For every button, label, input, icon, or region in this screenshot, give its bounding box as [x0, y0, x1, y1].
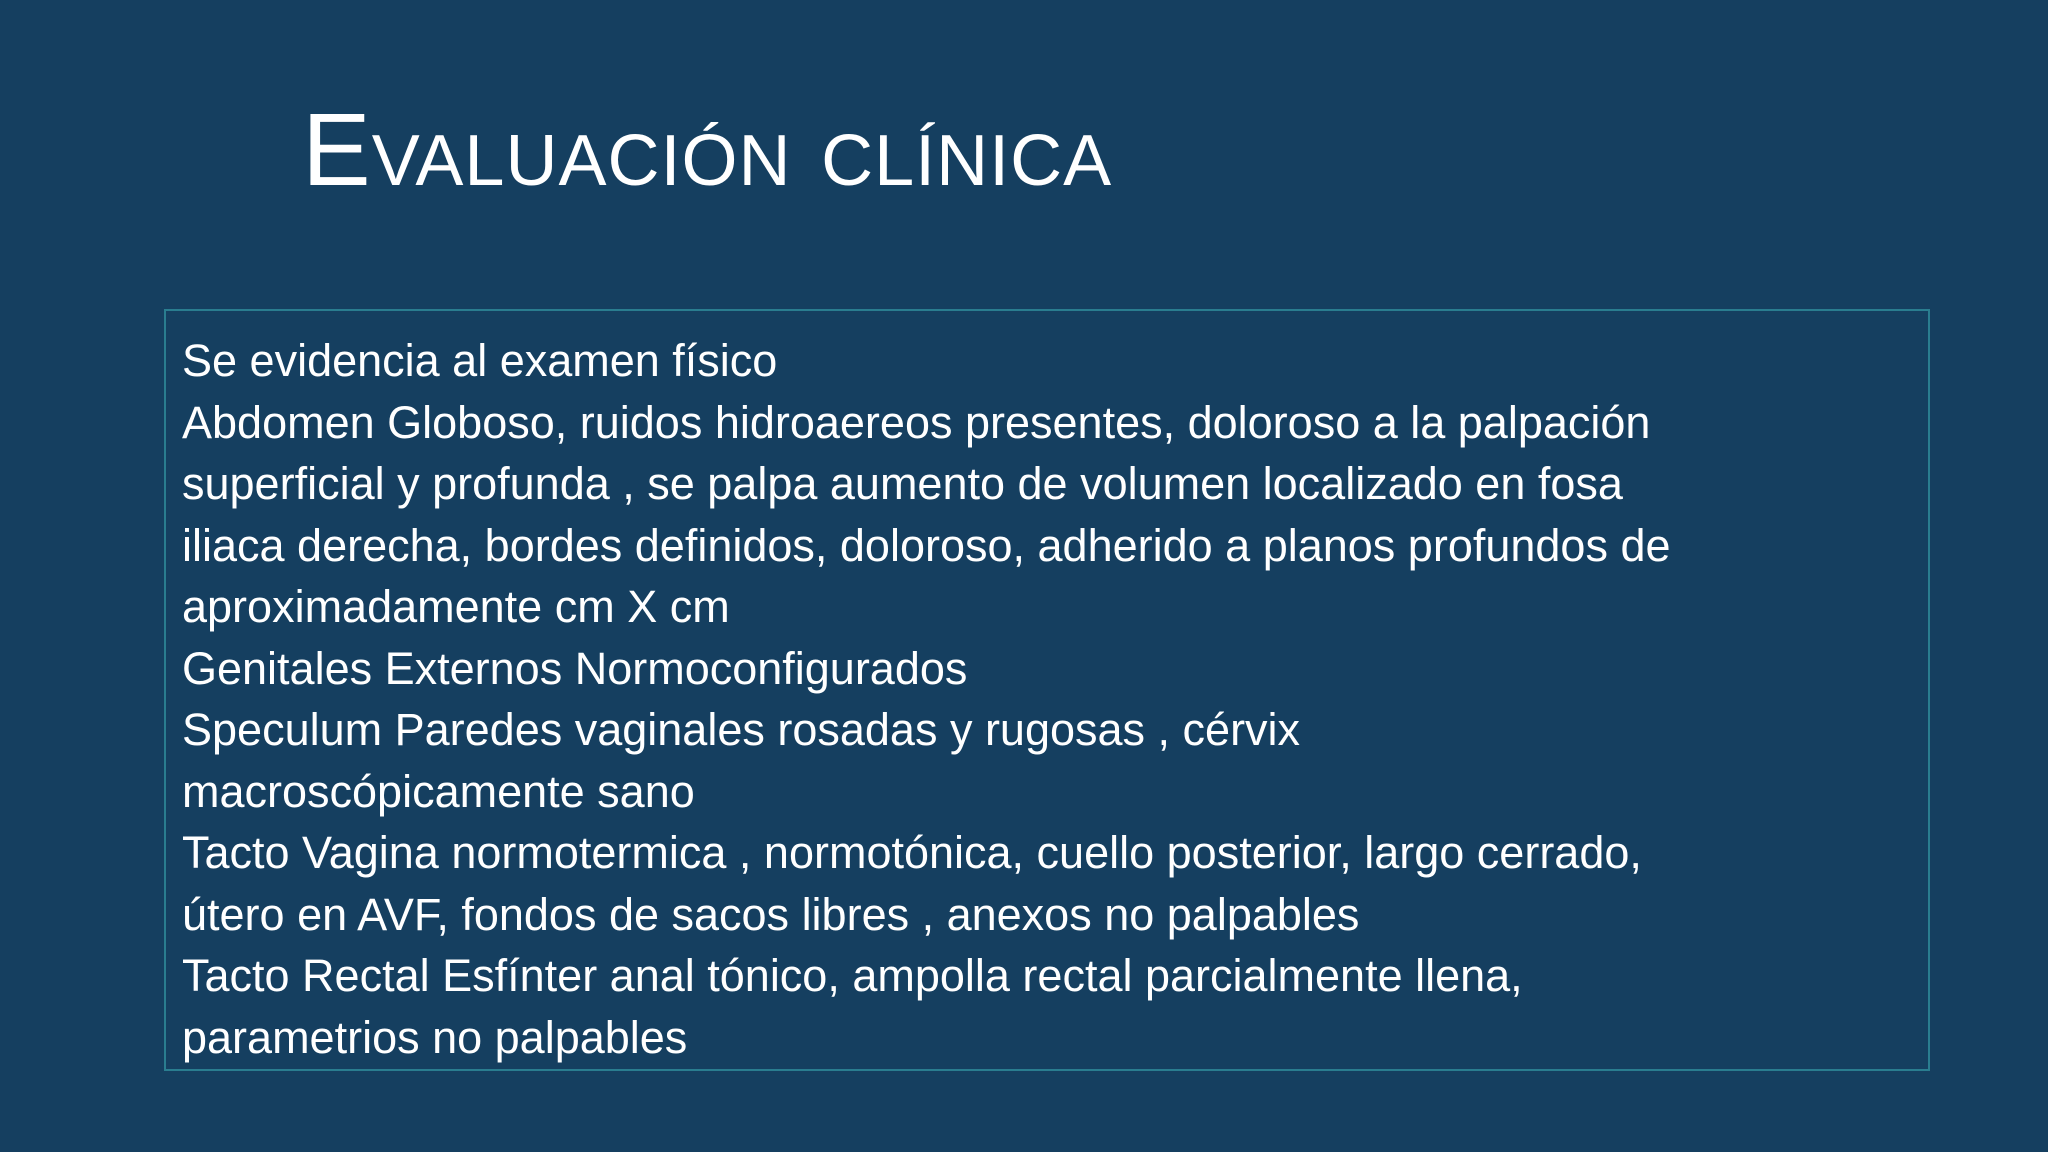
text-line-speculum-1: Speculum Paredes vaginales rosadas y rugosas , cérvix [182, 704, 1301, 755]
text-line-tacto-rectal-2: parametrios no palpables [182, 1011, 688, 1063]
text-line-tacto-rectal-1: Tacto Rectal Esfínter anal tónico, ampolla rectal parcialmente llena, [182, 950, 1523, 1001]
content-text-box [164, 309, 1930, 1071]
text-line-genitales: Genitales Externos Normoconfigurados [182, 642, 968, 694]
text-line-abdomen-1: Abdomen Globoso, ruidos hidroaereos presentes, doloroso a la palpación [182, 396, 1651, 448]
text-line-abdomen-4: aproximadamente cm X cm [182, 581, 730, 632]
slide-title: Evaluación clínica [302, 92, 1113, 207]
text-line-speculum-2: macroscópicamente sano [182, 765, 695, 817]
text-line-intro: Se evidencia al examen físico [182, 335, 778, 386]
text-line-tacto-vaginal-1: Tacto Vagina normotermica , normotónica, cuello posterior, largo cerrado, [182, 827, 1642, 878]
text-line-abdomen-3: iliaca derecha, bordes definidos, doloroso, adherido a planos profundos de [182, 519, 1671, 571]
text-line-tacto-vaginal-2: útero en AVF, fondos de sacos libres , anexos no palpables [182, 888, 1360, 940]
text-line-abdomen-2: superficial y profunda , se palpa aumento de volumen localizado en fosa [182, 458, 1623, 509]
